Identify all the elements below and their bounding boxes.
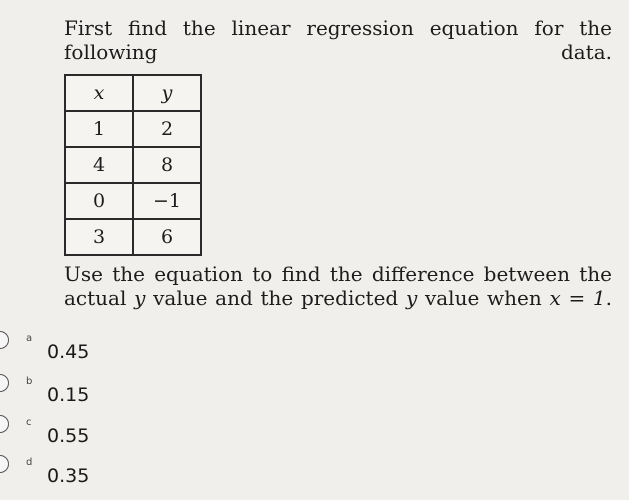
data-table — [64, 74, 202, 256]
radio-button-a[interactable] — [0, 331, 9, 349]
answer-option-c[interactable] — [0, 415, 300, 451]
table-cell-y: 8 — [133, 147, 201, 183]
answer-option-d[interactable] — [0, 455, 300, 491]
option-letter-a: a — [26, 333, 33, 344]
option-letter-b: b — [26, 376, 33, 387]
table-row — [65, 111, 201, 147]
prompt-text: value when — [417, 286, 550, 310]
option-letter-c: c — [26, 417, 32, 428]
question-intro: First find the linear regression equation for the following data. — [64, 16, 612, 64]
variable-y: y — [405, 286, 418, 310]
table-row — [65, 219, 201, 255]
prompt-text: . — [605, 286, 612, 310]
table-row — [65, 147, 201, 183]
question-prompt — [64, 262, 612, 334]
option-value-c[interactable]: 0.55 — [47, 425, 90, 447]
option-letter-d: d — [26, 457, 33, 468]
table-row — [65, 183, 201, 219]
equation-x-equals-1: x = 1 — [549, 286, 606, 310]
table-cell-y: −1 — [133, 183, 201, 219]
table-header-x: x — [65, 75, 133, 111]
table-cell-x: 0 — [65, 183, 133, 219]
prompt-text: value and the predicted — [145, 286, 406, 310]
option-value-d[interactable]: 0.35 — [47, 465, 90, 487]
answer-option-a[interactable] — [0, 331, 300, 367]
table-cell-y: 2 — [133, 111, 201, 147]
answer-option-b[interactable] — [0, 374, 300, 410]
table-cell-y: 6 — [133, 219, 201, 255]
table-cell-x: 4 — [65, 147, 133, 183]
radio-button-d[interactable] — [0, 455, 9, 473]
table-header-row — [65, 75, 201, 111]
table-cell-x: 3 — [65, 219, 133, 255]
option-value-a[interactable]: 0.45 — [47, 341, 90, 363]
option-value-b[interactable]: 0.15 — [47, 384, 90, 406]
table-cell-x: 1 — [65, 111, 133, 147]
radio-button-b[interactable] — [0, 374, 9, 392]
variable-y: y — [134, 286, 146, 310]
table-header-y: y — [133, 75, 201, 111]
radio-button-c[interactable] — [0, 415, 9, 433]
prompt-text: Use the equation to find the difference between the actual — [64, 262, 612, 310]
